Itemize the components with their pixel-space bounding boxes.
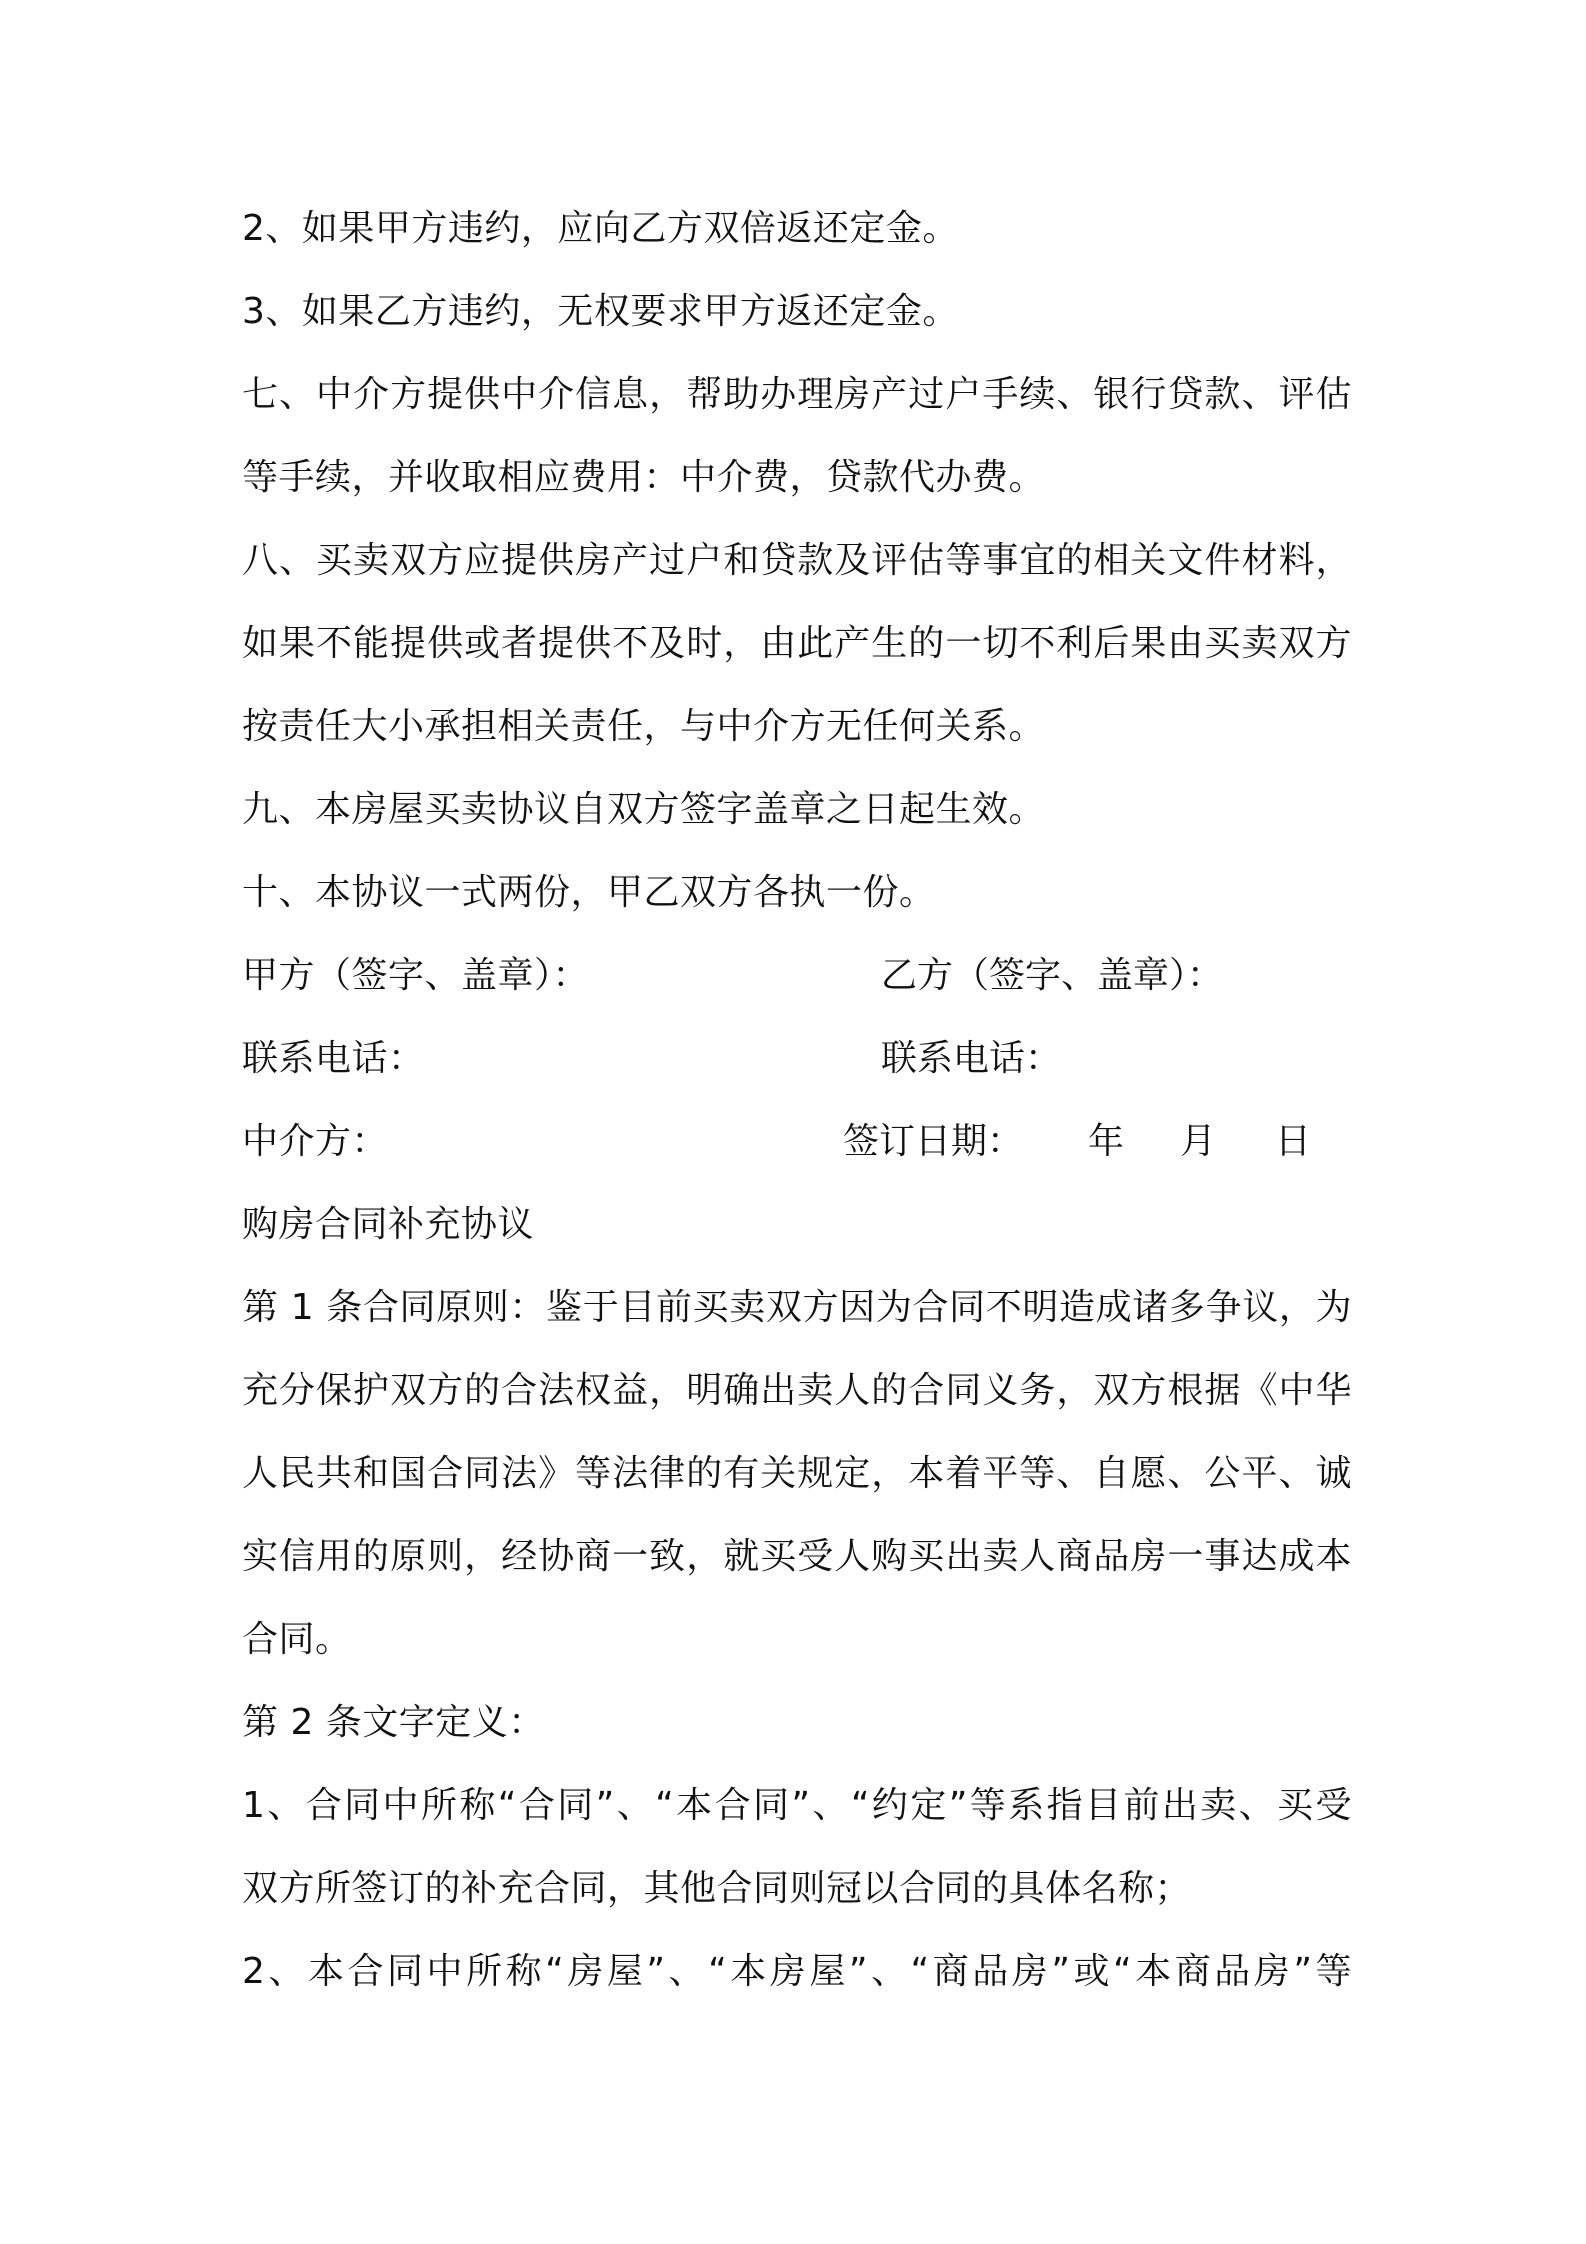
- article-1-line-5: 合同。: [242, 1619, 352, 1660]
- clause-10: 十、本协议一式两份，甲乙双方各执一份。: [242, 872, 936, 913]
- agent-label: 中介方：: [242, 1121, 389, 1162]
- sign-date-label: 签订日期：: [843, 1121, 1024, 1162]
- clause-6-item-2: 2、如果甲方违约，应向乙方双倍返还定金。: [242, 208, 959, 249]
- article-2-title: 第 2 条文字定义：: [242, 1702, 545, 1743]
- party-a-phone-label: 联系电话：: [242, 1038, 425, 1079]
- clause-7-line-1: 七、中介方提供中介信息，帮助办理房产过户手续、银行贷款、评估: [242, 374, 1352, 415]
- party-a-signature-label: 甲方（签字、盖章）：: [242, 955, 590, 996]
- clause-7-line-2: 等手续，并收取相应费用：中介费，贷款代办费。: [242, 457, 1046, 498]
- date-day: 日: [1275, 1121, 1312, 1162]
- clause-8-line-1: 八、买卖双方应提供房产过户和贷款及评估等事宜的相关文件材料，: [242, 540, 1352, 581]
- clause-9: 九、本房屋买卖协议自双方签字盖章之日起生效。: [242, 789, 1046, 830]
- clause-8-line-2: 如果不能提供或者提供不及时，由此产生的一切不利后果由买卖双方: [242, 623, 1352, 664]
- article-2-item-2-line-1: 2、本合同中所称“房屋”、“本房屋”、“商品房”或“本商品房”等: [242, 1951, 1352, 1992]
- clause-8-line-3: 按责任大小承担相关责任，与中介方无任何关系。: [242, 706, 1046, 747]
- date-month: 月: [1180, 1121, 1217, 1162]
- article-1-line-3: 人民共和国合同法》等法律的有关规定，本着平等、自愿、公平、诚: [242, 1453, 1352, 1494]
- date-year: 年: [1088, 1121, 1125, 1162]
- party-b-phone-label: 联系电话：: [881, 1038, 1062, 1079]
- article-2-item-1-line-2: 双方所签订的补充合同，其他合同则冠以合同的具体名称；: [242, 1868, 1192, 1909]
- party-b-signature-label: 乙方（签字、盖章）：: [881, 955, 1224, 996]
- article-1-line-2: 充分保护双方的合法权益，明确出卖人的合同义务，双方根据《中华: [242, 1370, 1352, 1411]
- article-1-line-4: 实信用的原则，经协商一致，就买受人购买出卖人商品房一事达成本: [242, 1536, 1352, 1577]
- article-2-item-1-line-1: 1、合同中所称“合同”、“本合同”、“约定”等系指目前出卖、买受: [242, 1785, 1352, 1826]
- article-1-line-1: 第 1 条合同原则：鉴于目前买卖双方因为合同不明造成诸多争议，为: [242, 1287, 1352, 1328]
- supplement-title: 购房合同补充协议: [242, 1204, 535, 1245]
- clause-6-item-3: 3、如果乙方违约，无权要求甲方返还定金。: [242, 291, 959, 332]
